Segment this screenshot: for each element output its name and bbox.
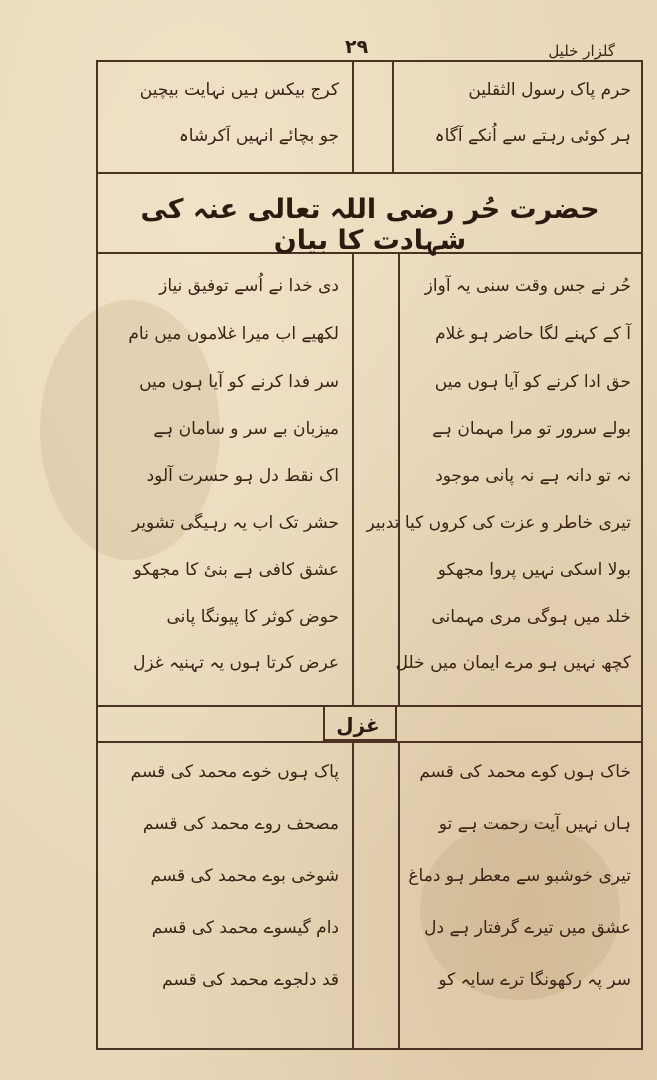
verse-line: دام گیسوے محمد کی قسم	[151, 918, 339, 938]
column-divider	[398, 252, 400, 705]
verse-line: عشق میں تیرے گرفتار ہے دل	[424, 918, 631, 938]
page-number: ۲۹	[345, 36, 369, 58]
column-divider	[352, 60, 354, 172]
column-divider	[352, 741, 354, 1050]
column-divider	[398, 741, 400, 1050]
rule-top-stanza	[96, 172, 643, 174]
verse-line: بولے سرور تو مرا مہمان ہے	[432, 419, 631, 439]
verse-line: حق ادا کرنے کو آیا ہوں میں	[434, 372, 631, 392]
verse-line: قد دلجوے محمد کی قسم	[162, 970, 339, 990]
verse-line: جو بچائے انہیں اَکرشاہ	[178, 126, 339, 146]
verse-line: کچھ نہیں ہو مرے ایمان میں خلل	[395, 653, 631, 673]
ghazal-label: غزل	[336, 713, 380, 737]
book-title: گلزار خلیل	[548, 42, 615, 60]
verse-line: لکھیے اب میرا غلاموں میں نام	[128, 324, 339, 344]
verse-line: عرض کرتا ہوں یہ تہنیہ غزل	[133, 653, 339, 673]
section-heading: حضرت حُر رضی اللہ تعالی عنہ کی شہادت کا بیان	[140, 194, 600, 256]
verse-line: ہر کوئی رہتے سے اُنکے آگاہ	[434, 126, 631, 146]
verse-line: تیری خوشبو سے معطر ہو دماغ	[408, 866, 631, 886]
verse-line: نہ تو دانہ ہے نہ پانی موجود	[435, 466, 631, 486]
verse-line: حشر تک اب یہ رہیگی تشویر	[131, 513, 339, 533]
column-divider	[392, 60, 394, 172]
verse-line: خاک ہوں کوے محمد کی قسم	[419, 762, 631, 782]
verse-line: شوخی بوے محمد کی قسم	[150, 866, 339, 886]
verse-line: آ کے کہنے لگا حاضر ہو غلام	[435, 324, 631, 344]
verse-line: حُر نے جس وقت سنی یہ آواز	[424, 276, 631, 296]
verse-line: حوض کوثر کا پیونگا پانی	[166, 607, 339, 627]
verse-line: حرم پاک رسول الثقلین	[468, 80, 631, 100]
verse-line: خلد میں ہوگی مری مہمانی	[431, 607, 631, 627]
verse-line: بولا اسکی نہیں پروا مجھکو	[437, 560, 631, 580]
verse-line: دی خدا نے اُسے توفیق نیاز	[159, 276, 339, 296]
verse-line: مصحف روے محمد کی قسم	[142, 814, 339, 834]
rule-ghazal-start	[96, 741, 643, 743]
verse-line: تیری خاطر و عزت کی کروں کیا تدبیر	[366, 513, 631, 533]
verse-line: کرج بیکس ہیں نہایت بیچین	[139, 80, 339, 100]
verse-line: سر پہ رکھونگا ترے سایہ کو	[438, 970, 631, 990]
verse-line: اک نقط دل ہو حسرت آلود	[146, 466, 339, 486]
verse-line: سر فدا کرنے کو آیا ہوں میں	[139, 372, 339, 392]
verse-line: ہاں نہیں آیت رحمت ہے تو	[438, 814, 631, 834]
verse-line: عشق کافی ہے بنیٔ کا مجھکو	[133, 560, 339, 580]
verse-line: میزبان بے سر و سامان ہے	[153, 419, 339, 439]
column-divider	[352, 252, 354, 705]
verse-line: پاک ہوں خوے محمد کی قسم	[130, 762, 339, 782]
